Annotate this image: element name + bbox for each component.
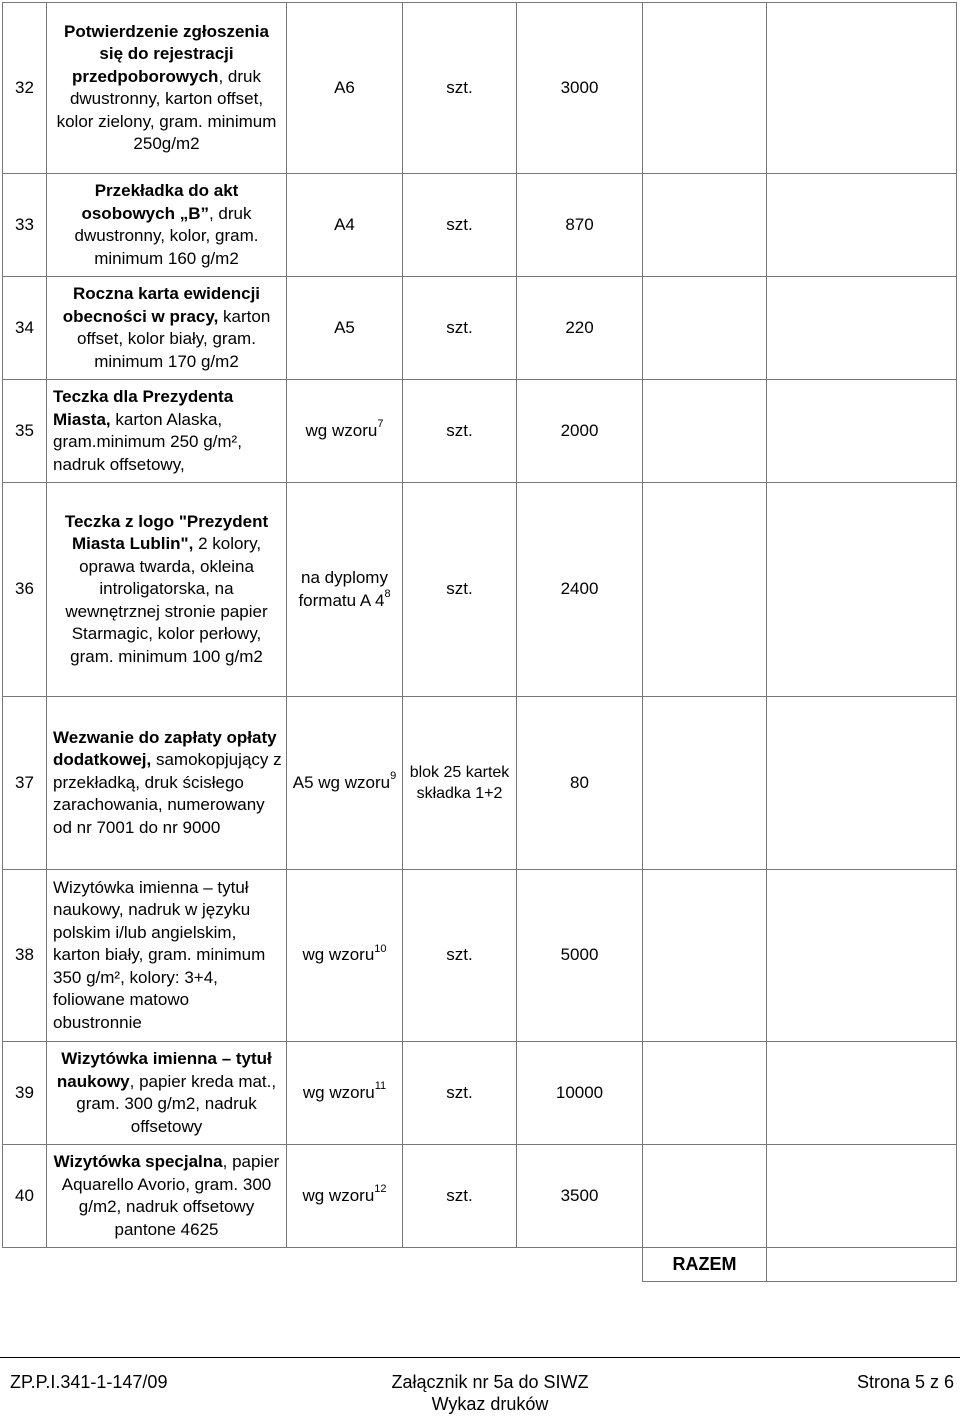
item-quantity: 10000 <box>517 1042 643 1145</box>
attachment-label: Załącznik nr 5a do SIWZ <box>391 1372 589 1392</box>
attachment-info <box>330 1371 650 1415</box>
item-quantity: 220 <box>517 277 643 380</box>
item-description: Wizytówka imienna – tytuł naukowy, papier kreda mat., gram. 300 g/m2, nadruk offsetowy <box>47 1042 287 1145</box>
total-row <box>3 1248 957 1282</box>
table-row <box>3 174 957 277</box>
item-description: Wizytówka specjalna, papier Aquarello Avorio, gram. 300 g/m2, nadruk offsetowy pantone 4625 <box>47 1145 287 1248</box>
empty-cell <box>767 870 957 1042</box>
table-row <box>3 1042 957 1145</box>
row-number: 35 <box>3 380 47 483</box>
item-description: Przekładka do akt osobowych „B”, druk dwustronny, kolor, gram. minimum 160 g/m2 <box>47 174 287 277</box>
page-number: Strona 5 z 6 <box>856 1372 954 1392</box>
item-unit: blok 25 kartek składka 1+2 <box>403 697 517 870</box>
item-description: Wizytówka imienna – tytuł naukowy, nadruk w języku polskim i/lub angielskim, karton biały, gram. minimum 350 g/m², kolory: 3+4, foliowane matowo obustronnie <box>47 870 287 1042</box>
total-label: RAZEM <box>643 1248 767 1282</box>
table-row <box>3 3 957 174</box>
empty-cell <box>767 1145 957 1248</box>
table-row <box>3 483 957 697</box>
page-footer <box>0 1357 960 1421</box>
empty-cell <box>643 870 767 1042</box>
table-row <box>3 697 957 870</box>
empty-cell <box>767 380 957 483</box>
item-quantity: 870 <box>517 174 643 277</box>
item-unit: szt. <box>403 1145 517 1248</box>
row-number: 32 <box>3 3 47 174</box>
item-quantity: 3500 <box>517 1145 643 1248</box>
item-format: wg wzoru$^{10}$ <box>287 870 403 1042</box>
empty-cell <box>767 1042 957 1145</box>
item-description: Roczna karta ewidencji obecności w pracy, karton offset, kolor biały, gram. minimum 170 g/m2 <box>47 277 287 380</box>
item-quantity: 80 <box>517 697 643 870</box>
item-unit: szt. <box>403 3 517 174</box>
item-quantity: 3000 <box>517 3 643 174</box>
table-row <box>3 870 957 1042</box>
empty-cell <box>643 483 767 697</box>
empty-cell <box>643 3 767 174</box>
empty-cell <box>643 380 767 483</box>
item-unit: szt. <box>403 870 517 1042</box>
row-number: 40 <box>3 1145 47 1248</box>
item-unit: szt. <box>403 174 517 277</box>
row-number: 37 <box>3 697 47 870</box>
row-number: 39 <box>3 1042 47 1145</box>
empty-cell <box>643 277 767 380</box>
item-format: wg wzoru$^{12}$ <box>287 1145 403 1248</box>
item-description: Teczka dla Prezydenta Miasta, karton Alaska, gram.minimum 250 g/m², nadruk offsetowy, <box>47 380 287 483</box>
table-row <box>3 380 957 483</box>
empty-cell <box>767 174 957 277</box>
empty-cell <box>643 1042 767 1145</box>
item-quantity: 5000 <box>517 870 643 1042</box>
empty-cell <box>767 277 957 380</box>
empty-cell <box>643 1145 767 1248</box>
item-description: Wezwanie do zapłaty opłaty dodatkowej, samokopjujący z przekładką, druk ścisłego zarachowania, numerowany od nr 7001 do nr 9000 <box>47 697 287 870</box>
item-format: A5 wg wzoru$^9$ <box>287 697 403 870</box>
item-format: A4 <box>287 174 403 277</box>
item-unit: szt. <box>403 277 517 380</box>
empty-cell <box>767 3 957 174</box>
row-number: 38 <box>3 870 47 1042</box>
item-format: A5 <box>287 277 403 380</box>
empty-cell <box>767 697 957 870</box>
item-description: Potwierdzenie zgłoszenia się do rejestracji przedpoborowych, druk dwustronny, karton offset, kolor zielony, gram. minimum 250g/m2 <box>47 3 287 174</box>
total-value-cell <box>767 1248 957 1282</box>
empty-cell <box>643 174 767 277</box>
item-quantity: 2400 <box>517 483 643 697</box>
empty-cell <box>643 697 767 870</box>
row-number: 33 <box>3 174 47 277</box>
empty-cell <box>767 483 957 697</box>
list-title: Wykaz druków <box>431 1394 549 1414</box>
empty-cell <box>3 1248 643 1282</box>
row-number: 36 <box>3 483 47 697</box>
item-unit: szt. <box>403 380 517 483</box>
table-row <box>3 1145 957 1248</box>
item-format: na dyplomy formatu A $4^8$ <box>287 483 403 697</box>
item-unit: szt. <box>403 1042 517 1145</box>
item-format: wg wzoru$^7$ <box>287 380 403 483</box>
print-items-table <box>2 2 957 1282</box>
row-number: 34 <box>3 277 47 380</box>
item-description: Teczka z logo "Prezydent Miasta Lublin", 2 kolory, oprawa twarda, okleina introligatorska, na wewnętrznej stronie papier Starmagic, kolor perłowy, gram. minimum 100 g/m2 <box>47 483 287 697</box>
reference-number: ZP.P.I.341-1-147/09 <box>10 1372 168 1392</box>
item-unit: szt. <box>403 483 517 697</box>
item-format: wg wzoru$^{11}$ <box>287 1042 403 1145</box>
item-quantity: 2000 <box>517 380 643 483</box>
item-format: A6 <box>287 3 403 174</box>
table-row <box>3 277 957 380</box>
